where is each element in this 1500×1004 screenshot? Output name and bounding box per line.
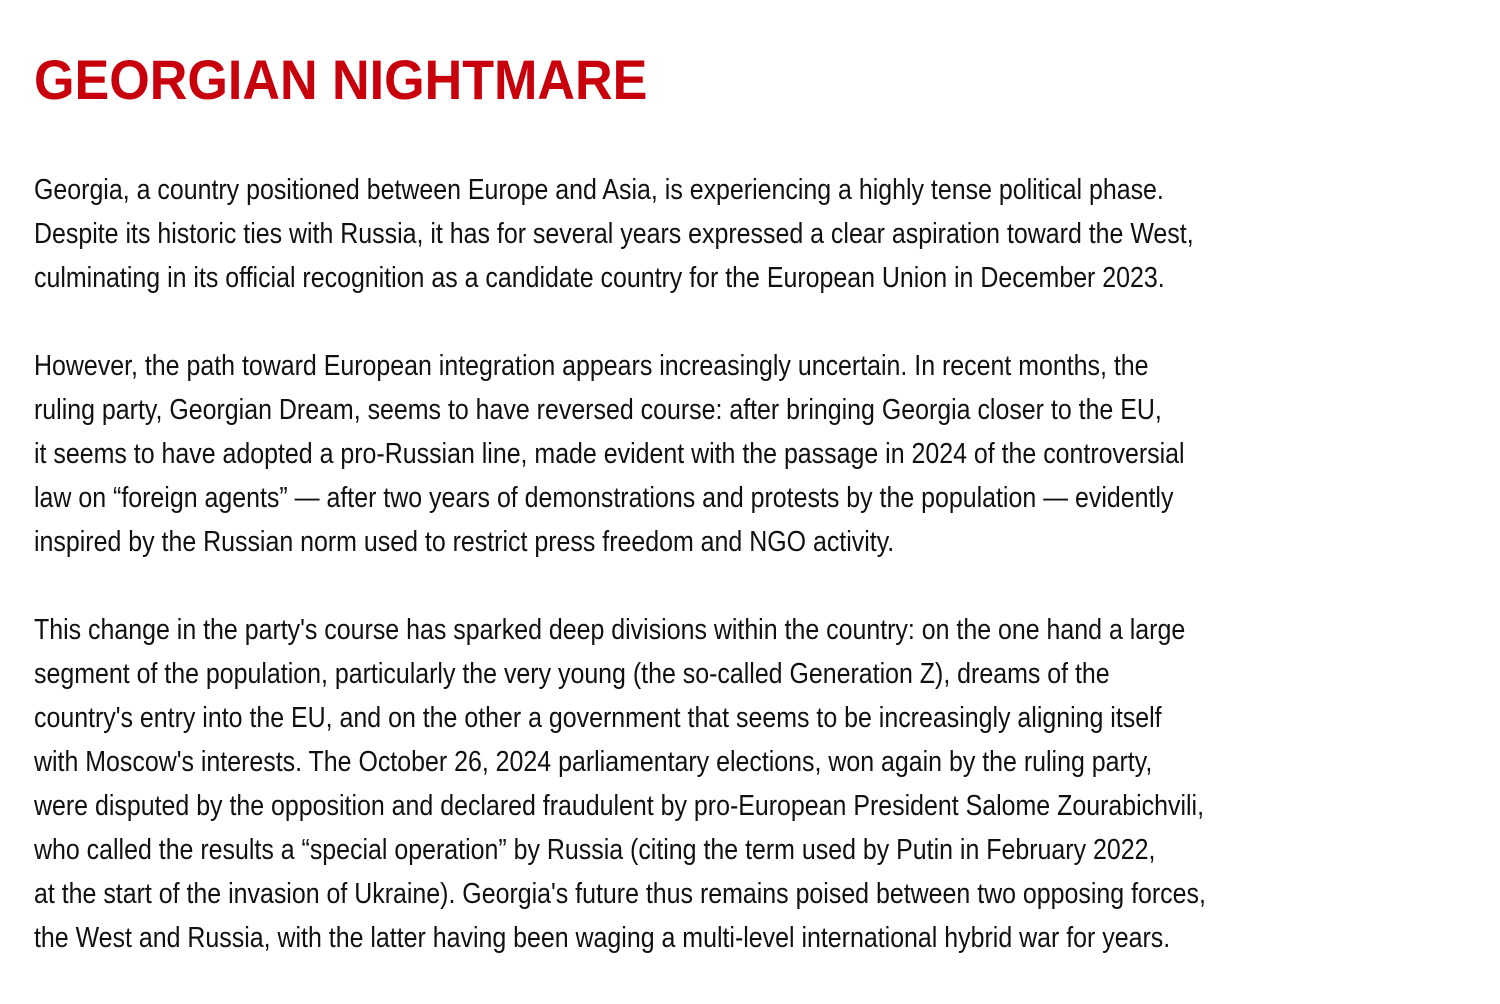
paragraph-line: with Moscow's interests. The October 26, 2024 parliamentary elections, won again by the ruling party, (34, 746, 1153, 778)
paragraph-line: country's entry into the EU, and on the other a government that seems to be increasingly aligning itself (34, 702, 1162, 734)
article (34, 40, 1474, 1004)
paragraph-line: at the start of the invasion of Ukraine). Georgia's future thus remains poised between two opposing forces, (34, 878, 1206, 910)
paragraph-line: who called the results a “special operation” by Russia (citing the term used by Putin in February 2022, (34, 834, 1156, 866)
paragraph-line: Despite its historic ties with Russia, it has for several years expressed a clear aspiration toward the West, (34, 218, 1194, 250)
paragraph-line: the West and Russia, with the latter having been waging a multi-level international hybrid war for years. (34, 922, 1171, 954)
paragraph-line: were disputed by the opposition and declared fraudulent by pro-European President Salome Zourabichvili, (34, 790, 1205, 822)
paragraph-2 (34, 344, 1474, 564)
paragraph-line: it seems to have adopted a pro-Russian line, made evident with the passage in 2024 of the controversial (34, 438, 1185, 470)
paragraph-line: culminating in its official recognition as a candidate country for the European Union in December 2023. (34, 262, 1165, 294)
paragraph-line: segment of the population, particularly the very young (the so-called Generation Z), dreams of the (34, 658, 1110, 690)
paragraph-line: However, the path toward European integration appears increasingly uncertain. In recent months, the (34, 350, 1149, 382)
paragraph-line: ruling party, Georgian Dream, seems to have reversed course: after bringing Georgia closer to the EU, (34, 394, 1162, 426)
paragraph-1 (34, 168, 1474, 300)
paragraph-line: Georgia, a country positioned between Europe and Asia, is experiencing a highly tense political phase. (34, 174, 1164, 206)
paragraph-line: law on “foreign agents” — after two years of demonstrations and protests by the population — evidently (34, 482, 1174, 514)
paragraph-line: This change in the party's course has sparked deep divisions within the country: on the one hand a large (34, 614, 1186, 646)
paragraph-3 (34, 608, 1474, 960)
paragraph-line: inspired by the Russian norm used to restrict press freedom and NGO activity. (34, 526, 895, 558)
article-body (34, 168, 1474, 960)
article-title: GEORGIAN NIGHTMARE (34, 48, 648, 111)
